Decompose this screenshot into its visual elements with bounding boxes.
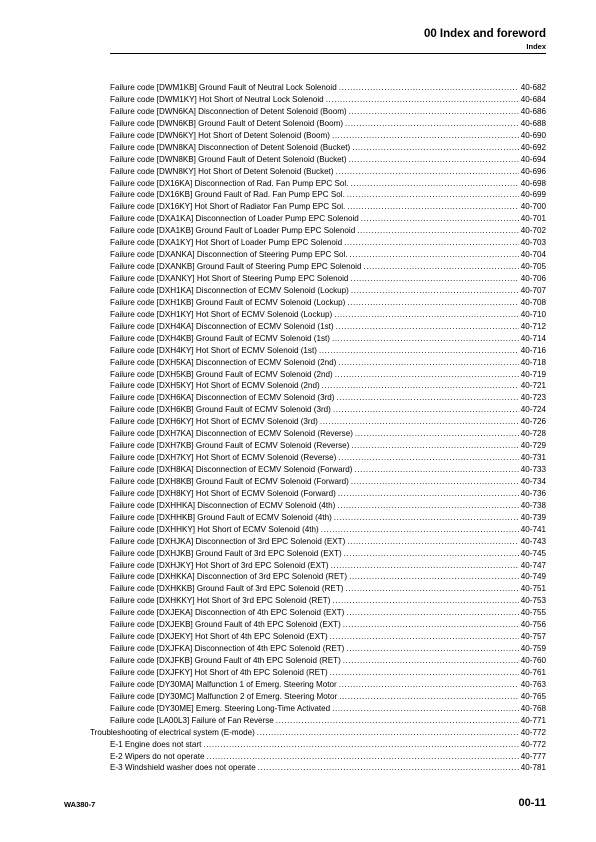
toc-entry-page: 40-756	[520, 620, 546, 630]
dot-leader	[321, 524, 519, 536]
chapter-title: 00 Index and foreword	[423, 28, 546, 40]
toc-entry[interactable]	[90, 273, 546, 285]
section-subtitle: Index	[526, 42, 546, 51]
dot-leader	[330, 667, 519, 679]
toc-entry-title: Failure code [DXHKKY] Hot Short of 3rd EPC Solenoid (RET)	[110, 596, 331, 606]
toc-entry[interactable]	[90, 631, 546, 643]
toc-entry-page: 40-710	[520, 309, 546, 319]
dot-leader	[339, 679, 519, 691]
toc-entry-title: Failure code [DWN8KY] Hot Short of Detent Solenoid (Bucket)	[110, 166, 334, 176]
toc-entry[interactable]	[90, 691, 546, 703]
dot-leader	[338, 452, 519, 464]
dot-leader	[343, 619, 519, 631]
toc-entry-title: Failure code [DXJFKA] Disconnection of 4th EPC Solenoid (RET)	[110, 644, 345, 654]
toc-entry-title: Failure code [DXANKY] Hot Short of Steering Pump EPC Solenoid	[110, 274, 349, 283]
toc-entry-page: 40-692	[520, 142, 546, 152]
toc-entry-title: Failure code [DX16KY] Hot Short of Radiator Fan Pump EPC Sol.	[110, 202, 346, 212]
toc-entry[interactable]	[90, 392, 546, 404]
toc-entry[interactable]	[90, 237, 546, 249]
toc-entry[interactable]	[90, 464, 546, 476]
toc-entry-page: 40-684	[520, 94, 546, 104]
toc-entry-page: 40-698	[520, 178, 546, 188]
dot-leader	[357, 225, 519, 237]
dot-leader	[352, 142, 519, 154]
toc-entry-title: Failure code [DXH8KA] Disconnection of ECMV Solenoid (Forward)	[110, 465, 353, 474]
toc-entry-title: Failure code [DWN6KY] Hot Short of Detent Solenoid (Boom)	[110, 130, 330, 140]
toc-entry-page: 40-741	[520, 524, 546, 534]
toc-entry[interactable]	[90, 500, 546, 512]
toc-entry-title: Failure code [DXH6KB] Ground Fault of ECMV Solenoid (3rd)	[110, 405, 331, 415]
dot-leader	[350, 178, 518, 190]
toc-entry[interactable]	[90, 404, 546, 416]
dot-leader	[354, 464, 518, 476]
toc-entry[interactable]	[90, 416, 546, 428]
toc-entry-title: Failure code [DWM1KY] Hot Short of Neutral Lock Solenoid	[110, 94, 324, 104]
dot-leader	[339, 82, 519, 94]
toc-entry-title: Failure code [DWN8KB] Ground Fault of Detent Solenoid (Bucket)	[110, 154, 347, 164]
toc-entry[interactable]	[90, 440, 546, 452]
toc-entry-title: Failure code [DXHJKB] Ground Fault of 3rd EPC Solenoid (EXT)	[110, 548, 342, 558]
dot-leader	[344, 548, 519, 560]
dot-leader	[347, 297, 519, 309]
dot-leader	[319, 345, 519, 357]
toc-entry-title: Troubleshooting of electrical system (E-mode)	[90, 727, 255, 737]
toc-entry[interactable]	[90, 189, 546, 201]
dot-leader	[347, 189, 519, 201]
toc-entry-page: 40-781	[520, 763, 546, 773]
toc-entry-page: 40-763	[520, 679, 546, 689]
dot-leader	[332, 130, 519, 142]
toc-entry[interactable]	[90, 703, 546, 715]
toc-entry-page: 40-721	[520, 381, 546, 391]
toc-entry-page: 40-694	[520, 154, 546, 164]
dot-leader	[338, 488, 519, 500]
toc-entry-page: 40-724	[520, 405, 546, 415]
toc-entry[interactable]	[90, 595, 546, 607]
toc-entry[interactable]	[90, 369, 546, 381]
table-of-contents	[90, 82, 546, 774]
toc-entry[interactable]	[90, 679, 546, 691]
toc-entry-page: 40-705	[520, 262, 546, 272]
toc-entry-page: 40-686	[520, 106, 546, 116]
toc-entry[interactable]	[90, 536, 546, 548]
toc-entry-page: 40-716	[520, 345, 546, 355]
toc-entry-title: Failure code [DY30ME] Emerg. Steering Long-Time Activated	[110, 703, 331, 713]
toc-entry[interactable]	[90, 476, 546, 488]
toc-entry-title: Failure code [DX16KB] Ground Fault of Rad. Fan Pump EPC Sol.	[110, 190, 345, 200]
toc-entry-page: 40-700	[520, 202, 546, 212]
dot-leader	[335, 369, 519, 381]
toc-entry[interactable]	[90, 82, 546, 94]
toc-entry-title: Failure code [DXHJKY] Hot Short of 3rd EPC Solenoid (EXT)	[110, 560, 329, 570]
toc-entry-title: Failure code [DXH5KB] Ground Fault of ECMV Solenoid (2nd)	[110, 369, 333, 379]
toc-entry[interactable]	[90, 548, 546, 560]
toc-entry-page: 40-760	[520, 656, 546, 665]
toc-entry-title: Failure code [DXH8KY] Hot Short of ECMV Solenoid (Forward)	[110, 488, 336, 498]
toc-entry-page: 40-723	[520, 393, 546, 403]
toc-entry-title: E-1 Engine does not start	[110, 739, 202, 749]
toc-entry[interactable]	[90, 524, 546, 536]
toc-entry[interactable]	[90, 583, 546, 595]
dot-leader	[320, 416, 519, 428]
toc-entry-title: Failure code [DXH5KA] Disconnection of ECMV Solenoid (2nd)	[110, 357, 337, 367]
dot-leader	[349, 571, 519, 583]
toc-entry-page: 40-743	[520, 536, 546, 546]
toc-entry[interactable]	[90, 762, 546, 774]
toc-entry-page: 40-696	[520, 166, 546, 176]
toc-entry-title: Failure code [DXH1KB] Ground Fault of ECMV Solenoid (Lockup)	[110, 297, 346, 307]
toc-entry-title: E-2 Wipers do not operate	[110, 751, 205, 761]
dot-leader	[332, 595, 518, 607]
toc-entry-title: Failure code [DXH4KY] Hot Short of ECMV Solenoid (1st)	[110, 345, 317, 355]
dot-leader	[337, 500, 518, 512]
toc-entry[interactable]	[90, 607, 546, 619]
toc-entry-title: Failure code [DXH8KB] Ground Fault of ECMV Solenoid (Forward)	[110, 476, 349, 486]
toc-entry[interactable]	[90, 715, 546, 727]
toc-entry-page: 40-734	[520, 476, 546, 486]
dot-leader	[322, 380, 519, 392]
toc-entry-page: 40-706	[520, 274, 546, 283]
toc-entry-page: 40-749	[520, 572, 546, 582]
toc-entry[interactable]	[90, 166, 546, 178]
dot-leader	[361, 213, 519, 225]
toc-entry[interactable]	[90, 213, 546, 225]
dot-leader	[339, 691, 519, 703]
dot-leader	[332, 703, 519, 715]
dot-leader	[363, 261, 518, 273]
toc-entry-page: 40-718	[520, 357, 546, 367]
toc-entry[interactable]	[90, 285, 546, 297]
toc-entry-page: 40-712	[520, 321, 546, 331]
page-header	[424, 28, 546, 53]
toc-entry[interactable]	[90, 261, 546, 273]
toc-entry-page: 40-772	[520, 727, 546, 737]
toc-entry-title: Failure code [DY30MC] Malfunction 2 of Emerg. Steering Motor	[110, 691, 338, 701]
toc-entry-page: 40-701	[520, 214, 546, 224]
dot-leader	[334, 309, 519, 321]
dot-leader	[332, 333, 519, 345]
toc-entry[interactable]	[90, 655, 546, 667]
toc-entry-page: 40-771	[520, 715, 546, 725]
toc-entry-page: 40-682	[520, 83, 546, 92]
toc-entry[interactable]	[90, 452, 546, 464]
toc-entry[interactable]	[90, 297, 546, 309]
toc-entry[interactable]	[90, 357, 546, 369]
toc-entry-title: Failure code [DWM1KB] Ground Fault of Neutral Lock Solenoid	[110, 83, 337, 92]
toc-entry-title: Failure code [DXH4KA] Disconnection of ECMV Solenoid (1st)	[110, 321, 334, 331]
toc-entry-title: Failure code [DWN6KB] Ground Fault of Detent Solenoid (Boom)	[110, 118, 344, 128]
toc-entry-title: Failure code [DXH4KB] Ground Fault of ECMV Solenoid (1st)	[110, 333, 330, 343]
dot-leader	[336, 166, 519, 178]
toc-entry-page: 40-731	[520, 453, 546, 463]
dot-leader	[346, 607, 518, 619]
toc-entry[interactable]	[90, 178, 546, 190]
toc-entry-page: 40-768	[520, 703, 546, 713]
toc-entry[interactable]	[90, 225, 546, 237]
toc-entry-title: Failure code [DXANKA] Disconnection of Steering Pump EPC Sol.	[110, 250, 348, 260]
toc-entry-title: Failure code [DXH1KA] Disconnection of ECMV Solenoid (Lockup)	[110, 285, 349, 295]
toc-entry-title: Failure code [DXHKKB] Ground Fault of 3rd EPC Solenoid (RET)	[110, 584, 344, 594]
toc-entry[interactable]	[90, 727, 546, 739]
toc-entry[interactable]	[90, 488, 546, 500]
dot-leader	[336, 392, 518, 404]
toc-entry-title: Failure code [DXHHKY] Hot Short of ECMV Solenoid (4th)	[110, 524, 319, 534]
toc-entry-title: Failure code [LA00L3] Failure of Fan Reverse	[110, 715, 274, 725]
toc-entry-title: Failure code [DXA1KB] Ground Fault of Loader Pump EPC Solenoid	[110, 226, 356, 236]
toc-entry-title: Failure code [DXA1KA] Disconnection of Loader Pump EPC Solenoid	[110, 214, 359, 224]
dot-leader	[345, 118, 519, 130]
dot-leader	[330, 631, 519, 643]
toc-entry[interactable]	[90, 130, 546, 142]
toc-entry-title: Failure code [DWN8KA] Disconnection of Detent Solenoid (Bucket)	[110, 142, 351, 152]
toc-entry-title: Failure code [DXH7KB] Ground Fault of ECMV Solenoid (Reverse)	[110, 441, 350, 451]
toc-entry-title: Failure code [DXJFKB] Ground Fault of 4th EPC Solenoid (RET)	[110, 656, 341, 665]
toc-entry-title: Failure code [DXH7KY] Hot Short of ECMV Solenoid (Reverse)	[110, 453, 337, 463]
toc-entry[interactable]	[90, 154, 546, 166]
toc-entry[interactable]	[90, 571, 546, 583]
dot-leader	[203, 739, 518, 751]
toc-entry-page: 40-751	[520, 584, 546, 594]
toc-entry-title: Failure code [DXHHKA] Disconnection of ECMV Solenoid (4th)	[110, 500, 336, 510]
header-divider	[110, 53, 546, 54]
toc-entry[interactable]	[90, 118, 546, 130]
toc-entry-title: Failure code [DXANKB] Ground Fault of Steering Pump EPC Solenoid	[110, 262, 362, 272]
toc-entry-title: Failure code [DXJEKY] Hot Short of 4th EPC Solenoid (EXT)	[110, 632, 328, 642]
dot-leader	[258, 762, 519, 774]
toc-entry-page: 40-707	[520, 285, 546, 295]
toc-entry-page: 40-747	[520, 560, 546, 570]
dot-leader	[344, 237, 519, 249]
toc-entry[interactable]	[90, 751, 546, 763]
dot-leader	[349, 154, 519, 166]
dot-leader	[349, 106, 519, 118]
toc-entry-title: Failure code [DX16KA] Disconnection of Rad. Fan Pump EPC Sol.	[110, 178, 349, 188]
toc-entry[interactable]	[90, 309, 546, 321]
toc-entry-page: 40-729	[520, 441, 546, 451]
toc-entry-page: 40-714	[520, 333, 546, 343]
toc-entry[interactable]	[90, 560, 546, 572]
dot-leader	[345, 583, 518, 595]
toc-entry-page: 40-702	[520, 226, 546, 236]
dot-leader	[351, 476, 519, 488]
toc-entry-page: 40-739	[520, 512, 546, 522]
dot-leader	[347, 201, 519, 213]
toc-entry-title: Failure code [DXJEKB] Ground Fault of 4th EPC Solenoid (EXT)	[110, 620, 341, 630]
toc-entry-page: 40-736	[520, 488, 546, 498]
toc-entry-page: 40-704	[520, 250, 546, 260]
dot-leader	[351, 440, 518, 452]
toc-entry-title: Failure code [DXH5KY] Hot Short of ECMV Solenoid (2nd)	[110, 381, 320, 391]
toc-entry[interactable]	[90, 428, 546, 440]
dot-leader	[343, 655, 519, 667]
toc-entry[interactable]	[90, 106, 546, 118]
dot-leader	[336, 321, 519, 333]
dot-leader	[206, 751, 518, 763]
toc-entry-page: 40-726	[520, 417, 546, 427]
toc-entry[interactable]	[90, 380, 546, 392]
toc-entry-page: 40-761	[520, 667, 546, 677]
toc-entry[interactable]	[90, 345, 546, 357]
toc-entry-page: 40-753	[520, 596, 546, 606]
toc-entry-page: 40-733	[520, 465, 546, 474]
toc-entry[interactable]	[90, 142, 546, 154]
toc-entry[interactable]	[90, 619, 546, 631]
model-label: WA380-7	[64, 800, 96, 809]
dot-leader	[276, 715, 519, 727]
toc-entry-page: 40-699	[520, 190, 546, 200]
toc-entry[interactable]	[90, 249, 546, 261]
toc-entry-page: 40-708	[520, 297, 546, 307]
dot-leader	[350, 249, 519, 261]
toc-entry-title: E-3 Windshield washer does not operate	[110, 763, 256, 773]
toc-entry[interactable]	[90, 667, 546, 679]
toc-entry-title: Failure code [DXH6KY] Hot Short of ECMV Solenoid (3rd)	[110, 417, 318, 427]
toc-entry-page: 40-772	[520, 739, 546, 749]
toc-entry-page: 40-703	[520, 238, 546, 248]
toc-entry-title: Failure code [DXHKKA] Disconnection of 3rd EPC Solenoid (RET)	[110, 572, 348, 582]
toc-entry-page: 40-728	[520, 429, 546, 439]
toc-entry-page: 40-690	[520, 130, 546, 140]
dot-leader	[351, 285, 519, 297]
toc-entry-page: 40-765	[520, 691, 546, 701]
toc-entry[interactable]	[90, 643, 546, 655]
toc-entry-title: Failure code [DXHJKA] Disconnection of 3rd EPC Solenoid (EXT)	[110, 536, 346, 546]
toc-entry[interactable]	[90, 333, 546, 345]
dot-leader	[333, 404, 519, 416]
toc-entry[interactable]	[90, 321, 546, 333]
toc-entry-title: Failure code [DXA1KY] Hot Short of Loader Pump EPC Solenoid	[110, 238, 343, 248]
dot-leader	[347, 536, 519, 548]
toc-entry-page: 40-759	[520, 644, 546, 654]
dot-leader	[326, 94, 519, 106]
toc-entry-title: Failure code [DXJEKA] Disconnection of 4th EPC Solenoid (EXT)	[110, 608, 345, 618]
toc-entry[interactable]	[90, 94, 546, 106]
toc-entry[interactable]	[90, 512, 546, 524]
toc-entry-page: 40-755	[520, 608, 546, 618]
page-number: 00-11	[518, 797, 546, 809]
toc-entry-title: Failure code [DXH6KA] Disconnection of ECMV Solenoid (3rd)	[110, 393, 335, 403]
toc-entry-page: 40-719	[520, 369, 546, 379]
toc-entry-page: 40-738	[520, 500, 546, 510]
toc-entry-title: Failure code [DXH1KY] Hot Short of ECMV Solenoid (Lockup)	[110, 309, 333, 319]
dot-leader	[350, 273, 518, 285]
dot-leader	[338, 357, 519, 369]
toc-entry-page: 40-745	[520, 548, 546, 558]
toc-entry-title: Failure code [DXHHKB] Ground Fault of ECMV Solenoid (4th)	[110, 512, 332, 522]
dot-leader	[331, 560, 519, 572]
toc-entry-title: Failure code [DXH7KA] Disconnection of ECMV Solenoid (Reverse)	[110, 429, 353, 439]
toc-entry-title: Failure code [DY30MA] Malfunction 1 of Emerg. Steering Motor	[110, 679, 337, 689]
dot-leader	[334, 512, 519, 524]
toc-entry-page: 40-757	[520, 632, 546, 642]
dot-leader	[355, 428, 519, 440]
dot-leader	[346, 643, 518, 655]
toc-entry-title: Failure code [DXJFKY] Hot Short of 4th EPC Solenoid (RET)	[110, 667, 328, 677]
toc-entry[interactable]	[90, 739, 546, 751]
toc-entry-page: 40-688	[520, 118, 546, 128]
dot-leader	[257, 727, 519, 739]
toc-entry-title: Failure code [DWN6KA] Disconnection of Detent Solenoid (Boom)	[110, 106, 347, 116]
toc-entry[interactable]	[90, 201, 546, 213]
toc-entry-page: 40-777	[520, 751, 546, 761]
